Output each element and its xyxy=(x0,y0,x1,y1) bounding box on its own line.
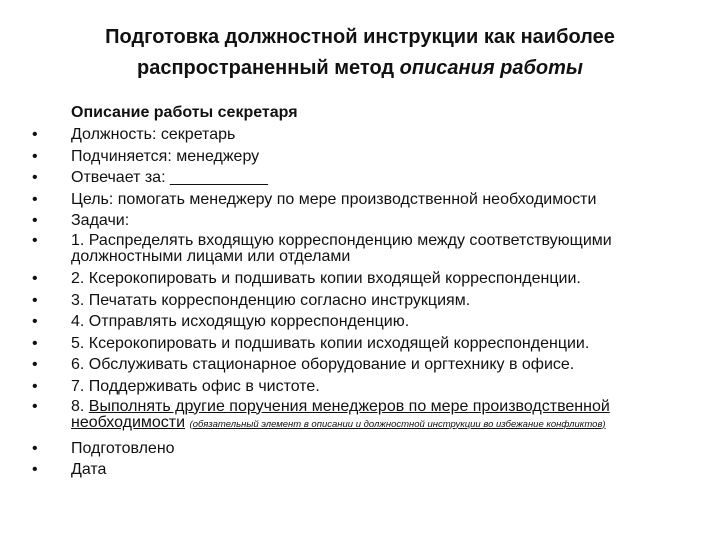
item-text: 7. Поддерживать офис в чистоте. xyxy=(71,377,320,395)
item-text: Подготовлено xyxy=(71,439,175,457)
item-8-prefix: 8. xyxy=(71,397,89,415)
item-text: 2. Ксерокопировать и подшивать копии входящей корреспонденции. xyxy=(71,269,581,287)
bullet: • xyxy=(32,291,38,309)
item-text: 4. Отправлять исходящую корреспонденцию. xyxy=(71,313,410,331)
title-line-2-plain: распространенный метод xyxy=(137,57,400,79)
list-item xyxy=(0,147,720,166)
item-text: Отвечает за: ___________ xyxy=(71,169,268,187)
bullet: • xyxy=(32,269,38,287)
item-text: Подчиняется: менеджеру xyxy=(71,147,260,165)
item-text: Дата xyxy=(71,461,107,479)
list-item xyxy=(0,460,720,479)
bullet: • xyxy=(32,313,38,331)
item-text: Задачи: xyxy=(71,212,130,230)
bullet: • xyxy=(32,334,38,352)
list-item xyxy=(0,399,720,433)
item-8-underlined: Выполнять другие поручения менеджеров по мере производственной необходимости xyxy=(71,397,610,431)
item-text: 6. Обслуживать стационарное оборудование и оргтехнику в офисе. xyxy=(71,356,575,374)
bullet: • xyxy=(32,169,38,187)
list-item xyxy=(0,291,720,310)
item-8-note: (обязательный элемент в описании и должностной инструкции во избежание конфликтов) xyxy=(189,418,606,430)
list-item xyxy=(0,334,720,353)
bullet: • xyxy=(32,439,38,457)
bullet: • xyxy=(32,377,38,395)
item-text: Цель: помогать менеджеру по мере производственной необходимости xyxy=(71,190,597,208)
list-item xyxy=(0,269,720,288)
list-item xyxy=(0,211,720,230)
bullet: • xyxy=(32,147,38,165)
subheading: Описание работы секретаря xyxy=(71,104,298,121)
item-text: 3. Печатать корреспонденцию согласно инструкциям. xyxy=(71,291,471,309)
list-item xyxy=(0,439,720,458)
bullet: • xyxy=(32,461,38,479)
list-item xyxy=(0,377,720,396)
list-item xyxy=(0,312,720,331)
title-line-1: Подготовка должностной инструкции как наиболее xyxy=(105,26,615,48)
job-description-list xyxy=(0,125,720,482)
list-item xyxy=(0,168,720,187)
title-line-2 xyxy=(30,53,690,84)
bullet: • xyxy=(32,126,38,143)
slide-title xyxy=(30,22,690,84)
item-text: 5. Ксерокопировать и подшивать копии исходящей корреспонденции. xyxy=(71,334,590,352)
list-item xyxy=(0,190,720,209)
bullet: • xyxy=(32,231,38,249)
bullet: • xyxy=(32,190,38,208)
bullet: • xyxy=(32,212,38,230)
list-item xyxy=(0,355,720,374)
item-text: 1. Распределять входящую корреспонденцию между соответствующими должностными лицами или отделами xyxy=(71,231,612,265)
item-text: Должность: секретарь xyxy=(71,126,236,143)
list-item xyxy=(0,125,720,144)
list-item xyxy=(0,233,720,265)
title-line-2-italic: описания работы xyxy=(399,57,583,79)
bullet: • xyxy=(32,397,38,415)
bullet: • xyxy=(32,356,38,374)
